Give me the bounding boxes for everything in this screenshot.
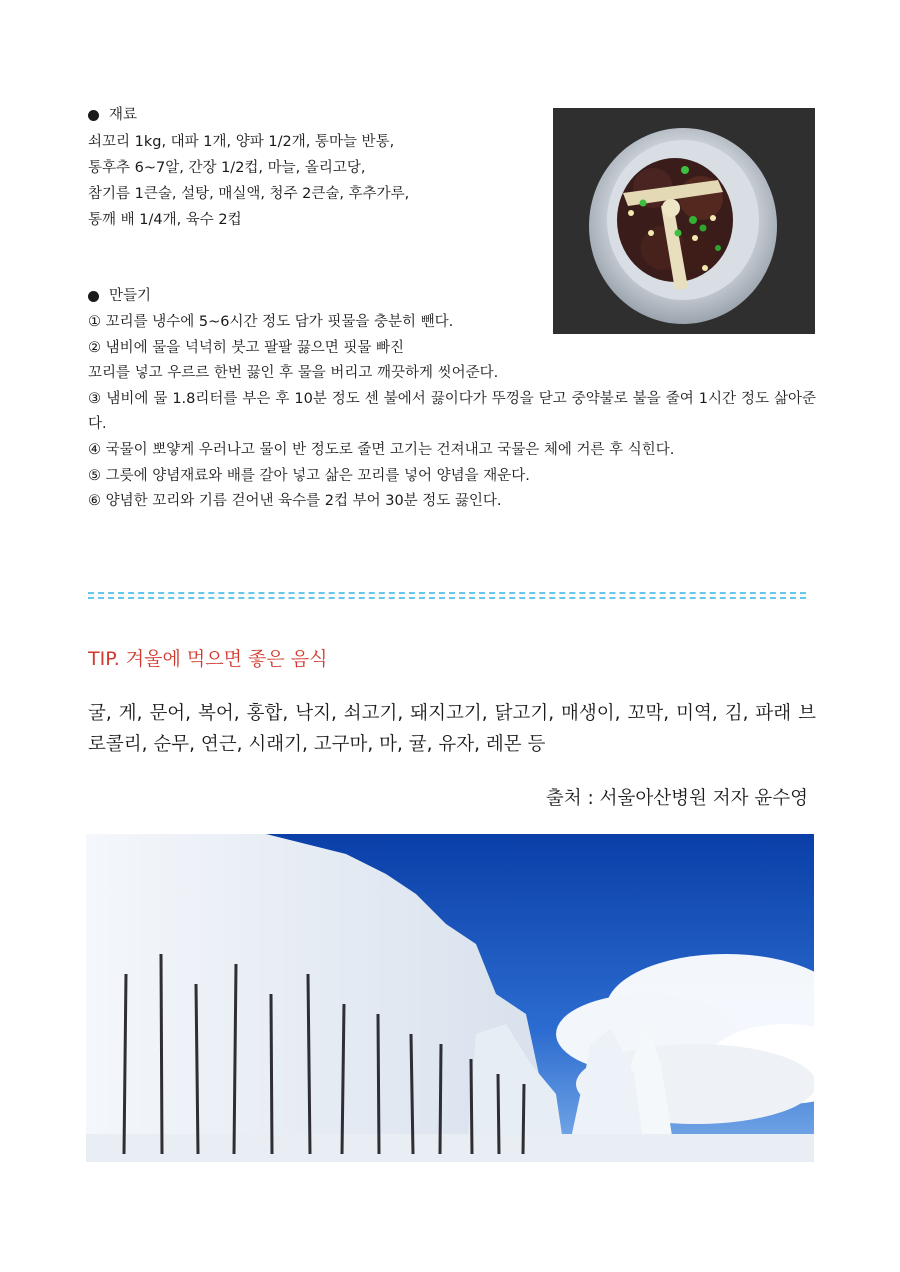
source-credit: 출처 : 서울아산병원 저자 윤수영 <box>545 788 808 809</box>
ingredients-line: 통후추 6~7알, 간장 1/2컵, 마늘, 올리고당, <box>88 160 366 176</box>
ingredients-line: 쇠꼬리 1kg, 대파 1개, 양파 1/2개, 통마늘 반통, <box>88 134 395 150</box>
step-4: ④ 국물이 뽀얗게 우러나고 물이 반 정도로 줄면 고기는 건져내고 국물은 체에 거른 후 식힌다. <box>88 441 675 458</box>
divider-line <box>88 592 806 594</box>
ingredients-list <box>88 129 538 233</box>
method-steps <box>88 310 816 515</box>
step-5: ⑤ 그릇에 양념재료와 배를 갈아 넣고 삶은 꼬리를 넣어 양념을 재운다. <box>88 467 530 484</box>
divider-line <box>88 597 806 599</box>
step-6: ⑥ 양념한 꼬리와 기름 걷어낸 육수를 2컵 부어 30분 정도 끓인다. <box>88 493 502 510</box>
ingredients-heading <box>88 105 137 125</box>
step-1: ① 꼬리를 냉수에 5~6시간 정도 담가 핏물을 충분히 뺀다. <box>88 314 454 330</box>
method-heading <box>88 286 151 306</box>
step-3: ③ 냄비에 물 1.8리터를 부은 후 10분 정도 센 불에서 끓이다가 뚜껑을 닫고 중약불로 불을 줄여 1시간 정도 삶아준다. <box>88 390 816 433</box>
bullet-icon <box>88 291 99 302</box>
ingredients-line: 참기름 1큰술, 설탕, 매실액, 청주 2큰술, 후추가루, <box>88 186 410 202</box>
bullet-icon <box>88 110 99 121</box>
method-heading-text: 만들기 <box>109 288 152 304</box>
step-2: ② 냄비에 물을 넉넉히 붓고 팔팔 끓으면 핏물 빠진 <box>88 339 405 356</box>
snowy-forest-photo <box>86 834 814 1162</box>
winter-foods-list: 굴, 게, 문어, 복어, 홍합, 낙지, 쇠고기, 돼지고기, 닭고기, 매생이, 꼬막, 미역, 김, 파래 브로콜리, 순무, 연근, 시래기, 고구마, 마, 귤, 유자, 레몬 등 <box>88 703 816 755</box>
tip-title: TIP. 겨울에 먹으면 좋은 음식 <box>88 648 328 670</box>
oxtail-dish-photo <box>553 108 815 334</box>
ingredients-line: 통깨 배 1/4개, 육수 2컵 <box>88 212 242 228</box>
step-2-cont: 꼬리를 넣고 우르르 한번 끓인 후 물을 버리고 깨끗하게 씻어준다. <box>88 365 499 382</box>
ingredients-heading-text: 재료 <box>109 107 138 123</box>
